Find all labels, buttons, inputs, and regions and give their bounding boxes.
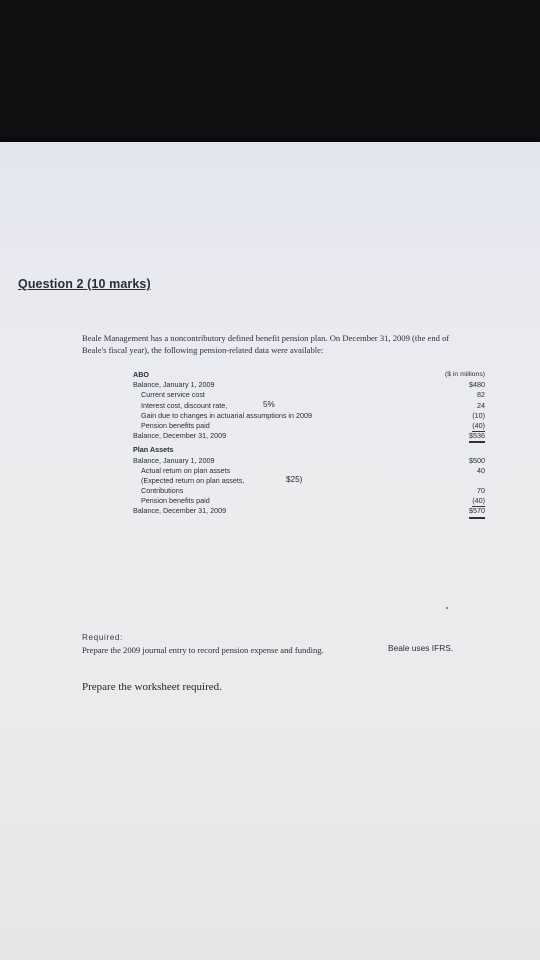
worksheet-instruction: Prepare the worksheet required. [82,681,222,693]
abo-row-opening: Balance, January 1, 2009 $480 [133,380,485,390]
table-header-row [133,370,485,380]
plan-row-benefits-paid: Pension benefits paid (40) [133,496,485,506]
ifrs-note: Beale uses IFRS. [388,643,454,653]
intro-line-1: Beale Management has a noncontributory defined benefit pension plan. On December 31, 2009 (the end of [82,333,450,343]
plan-row-opening: Balance, January 1, 2009 $500 [133,455,485,465]
expected-return-note: $25) [286,474,303,484]
intro-paragraph [82,332,522,356]
paper-sheet [0,142,540,960]
plan-assets-heading-row [133,445,485,455]
paper-speck [446,607,448,609]
question-title: Question 2 (10 marks) [18,277,151,291]
pension-data-table [133,370,485,517]
required-label: Required: [82,633,123,642]
required-text: Prepare the 2009 journal entry to record pension expense and funding. [82,645,324,655]
plan-row-expected-return: (Expected return on plan assets, $25) [141,474,303,485]
plan-assets-heading: Plan Assets [133,445,174,455]
intro-line-2: Beale's fiscal year), the following pension-related data were available: [82,345,324,355]
abo-row-interest-cost: Interest cost, discount rate, 5% 24 [141,399,485,410]
abo-row-service-cost: Current service cost 82 [141,390,485,400]
plan-row-closing: Balance, December 31, 2009 $570 [133,506,485,516]
abo-row-benefits-paid: Pension benefits paid (40) [133,421,485,431]
units-label: ($ in millions) [444,371,485,378]
abo-heading: ABO [133,370,149,379]
plan-row-actual-return: Actual return on plan assets 40 [141,465,485,475]
abo-row-closing: Balance, December 31, 2009 $536 [133,431,485,441]
abo-row-actuarial-gain: Gain due to changes in actuarial assumptions in 2009 (10) [141,410,485,420]
discount-rate-note: 5% [263,399,275,409]
plan-row-contributions: Contributions 70 [141,486,485,496]
